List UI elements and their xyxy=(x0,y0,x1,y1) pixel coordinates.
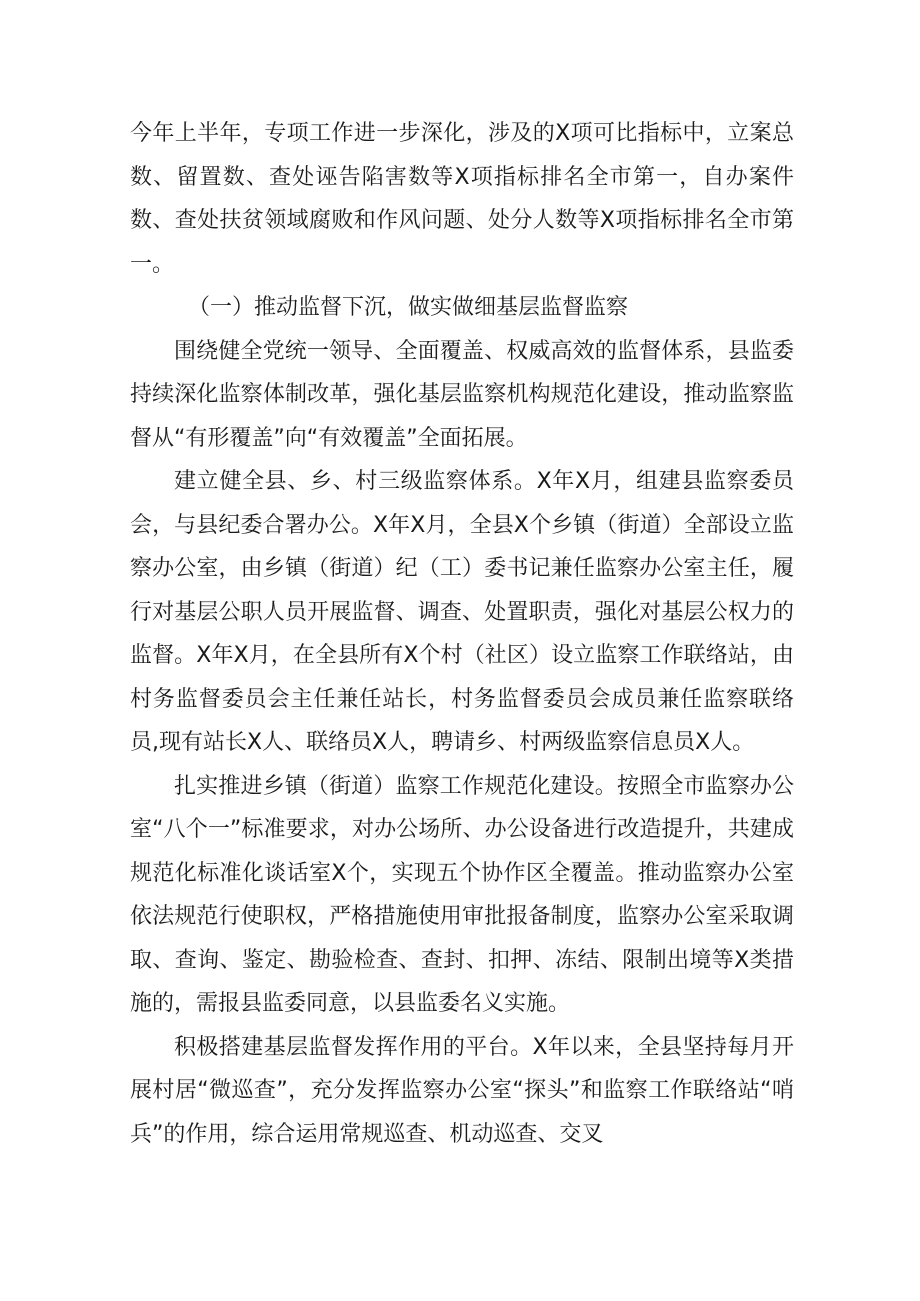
paragraph-three-level-system: 建立健全县、乡、村三级监察体系。X年X月，组建县监察委员会，与县纪委合署办公。X年X月，全县X个乡镇（街道）全部设立监察办公室，由乡镇（街道）纪（工）委书记兼任监察办公室主任，履行对基层公职人员开展监督、调查、处置职责，强化对基层公权力的监督。X年X月，在全县所有X个村（社区）设立监察工作联络站，由村务监督委员会主任兼任站长，村务监督委员会成员兼任监察联络员,现有站长X人、联络员X人，聘请乡、村两级监察信息员X人。 xyxy=(130,469,794,755)
paragraph-summary: 今年上半年，专项工作进一步深化，涉及的X项可比指标中，立案总数、留置数、查处诬告陷害数等X项指标排名全市第一，自办案件数、查处扶贫领域腐败和作风问题、处分人数等X项指标排名全市第一。 xyxy=(130,121,794,277)
document-page xyxy=(130,112,794,1156)
section-heading: （一）推动监督下沉，做实做细基层监督监察 xyxy=(188,295,629,320)
paragraph-platform: 积极搭建基层监督发挥作用的平台。X年以来，全县坚持每月开展村居“微巡查”，充分发挥监察办公室“探头”和监察工作联络站“哨兵”的作用，综合运用常规巡查、机动巡查、交叉 xyxy=(130,1034,794,1147)
paragraph-intro: 围绕健全党统一领导、全面覆盖、权威高效的监督体系，县监委持续深化监察体制改革，强化基层监察机构规范化建设，推动监察监督从“有形覆盖”向“有效覆盖”全面拓展。 xyxy=(130,338,794,451)
paragraph-standardization: 扎实推进乡镇（街道）监察工作规范化建设。按照全市监察办公室“八个一”标准要求，对办公场所、办公设备进行改造提升，共建成规范化标准化谈话室X个，实现五个协作区全覆盖。推动监察办公室依法规范行使职权，严格措施使用审批报备制度，监察办公室采取调取、查询、鉴定、勘验检查、查封、扣押、冻结、限制出境等X类措施的，需报县监委同意，以县监委名义实施。 xyxy=(130,773,794,1016)
